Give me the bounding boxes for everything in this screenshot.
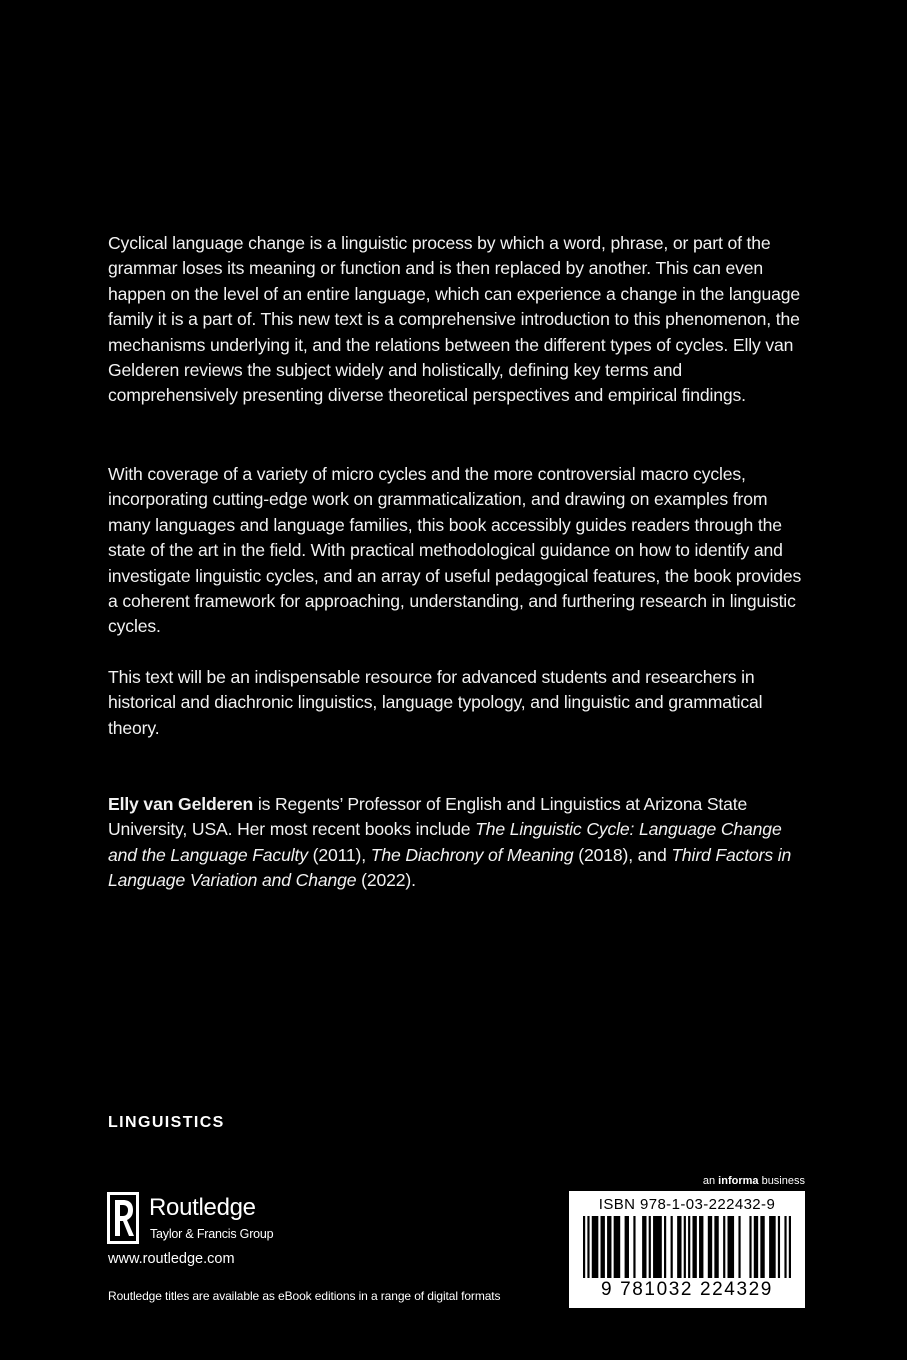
barcode-bar — [587, 1216, 589, 1278]
barcode-bar — [633, 1216, 635, 1278]
informa-prefix: an — [702, 1175, 719, 1187]
barcode-bar — [607, 1216, 611, 1278]
barcode-bar — [625, 1216, 629, 1278]
barcode-bar — [592, 1216, 599, 1278]
barcode-bar — [649, 1216, 651, 1278]
barcode-digits: 9 781032 224329 — [601, 1279, 773, 1300]
barcode-bar — [738, 1216, 740, 1278]
description-paragraph-3: This text will be an indispensable resource for advanced students and researchers in historical and diachronic linguistics, language typology, and linguistic and grammatical theory. — [108, 667, 763, 738]
routledge-logo-icon — [107, 1192, 139, 1244]
barcode-bar — [614, 1216, 621, 1278]
bio-text: (2022). — [356, 870, 416, 891]
publisher-url[interactable]: www.routledge.com — [108, 1251, 235, 1267]
barcode-bar — [749, 1216, 751, 1278]
barcode-bar — [653, 1216, 662, 1278]
ebook-formats-note: Routledge titles are available as eBook editions in a range of digital formats — [108, 1289, 501, 1303]
barcode-bar — [664, 1216, 666, 1278]
informa-business-line — [703, 1175, 805, 1187]
barcode-bar — [688, 1216, 690, 1278]
barcode-bar — [723, 1216, 725, 1278]
barcode-bar — [583, 1216, 585, 1278]
informa-suffix: business — [758, 1175, 805, 1187]
barcode-bar — [789, 1216, 791, 1278]
barcode-bar — [692, 1216, 696, 1278]
bio-text: (2018), and — [573, 844, 672, 865]
barcode-bar — [754, 1216, 758, 1278]
author-name: Elly van Gelderen — [108, 794, 254, 814]
book-title: The Linguistic Cycle: Language Change and the Language Faculty — [108, 819, 782, 865]
barcode-bar — [699, 1216, 703, 1278]
book-title: The Diachrony of Meaning — [370, 844, 574, 865]
author-bio — [108, 792, 808, 894]
description-paragraph-1: Cyclical language change is a linguistic process by which a word, phrase, or part of the grammar loses its meaning or function and is then replaced by another. This can even happen on the level of an entire language, which can experience a change in the language family it is a part of. This new text is a comprehensive introduction to this phenomenon, the mechanisms underlying it, and the relations between the different types of cycles. Elly van Gelderen reviews the subject widely and holistically, defining key terms and comprehensively presenting diverse theoretical perspectives and empirical findings. — [108, 233, 801, 406]
barcode-bar — [601, 1216, 605, 1278]
barcode-bar — [708, 1216, 712, 1278]
barcode-bar — [642, 1216, 646, 1278]
description-paragraph-2: With coverage of a variety of micro cycles and the more controversial macro cycles, incorporating cutting-edge work on grammaticalization, and drawing on examples from many languages and language families, this book accessibly guides readers through the state of the art in the field. With practical methodological guidance on how to identify and investigate linguistic cycles, and an array of useful pedagogical features, the book provides a coherent framework for approaching, understanding, and furthering research in linguistic cycles. — [108, 464, 802, 637]
barcode-bar — [728, 1216, 735, 1278]
isbn-label: ISBN 978-1-03-222432-9 — [598, 1196, 776, 1213]
book-title: Third Factors in Language Variation and Change — [108, 844, 792, 891]
barcode-bar — [671, 1216, 673, 1278]
publisher-name: Routledge — [149, 1194, 256, 1221]
barcode-bars — [583, 1216, 791, 1278]
barcode-bar — [684, 1216, 686, 1278]
publisher-group: Taylor & Francis Group — [150, 1227, 274, 1241]
barcode-bar — [714, 1216, 718, 1278]
subject-category: LINGUISTICS — [108, 1114, 225, 1131]
bio-text: (2011), — [307, 844, 371, 865]
barcode-bar — [760, 1216, 764, 1278]
barcode-bar — [677, 1216, 681, 1278]
bio-text: is Regents’ Professor of English and Linguistics at Arizona State University, USA. Her most recent books include — [108, 794, 748, 840]
barcode-bar — [769, 1216, 776, 1278]
barcode-bar — [778, 1216, 780, 1278]
barcode-bar — [784, 1216, 786, 1278]
informa-brand: informa — [718, 1175, 759, 1187]
isbn-barcode — [569, 1191, 805, 1308]
